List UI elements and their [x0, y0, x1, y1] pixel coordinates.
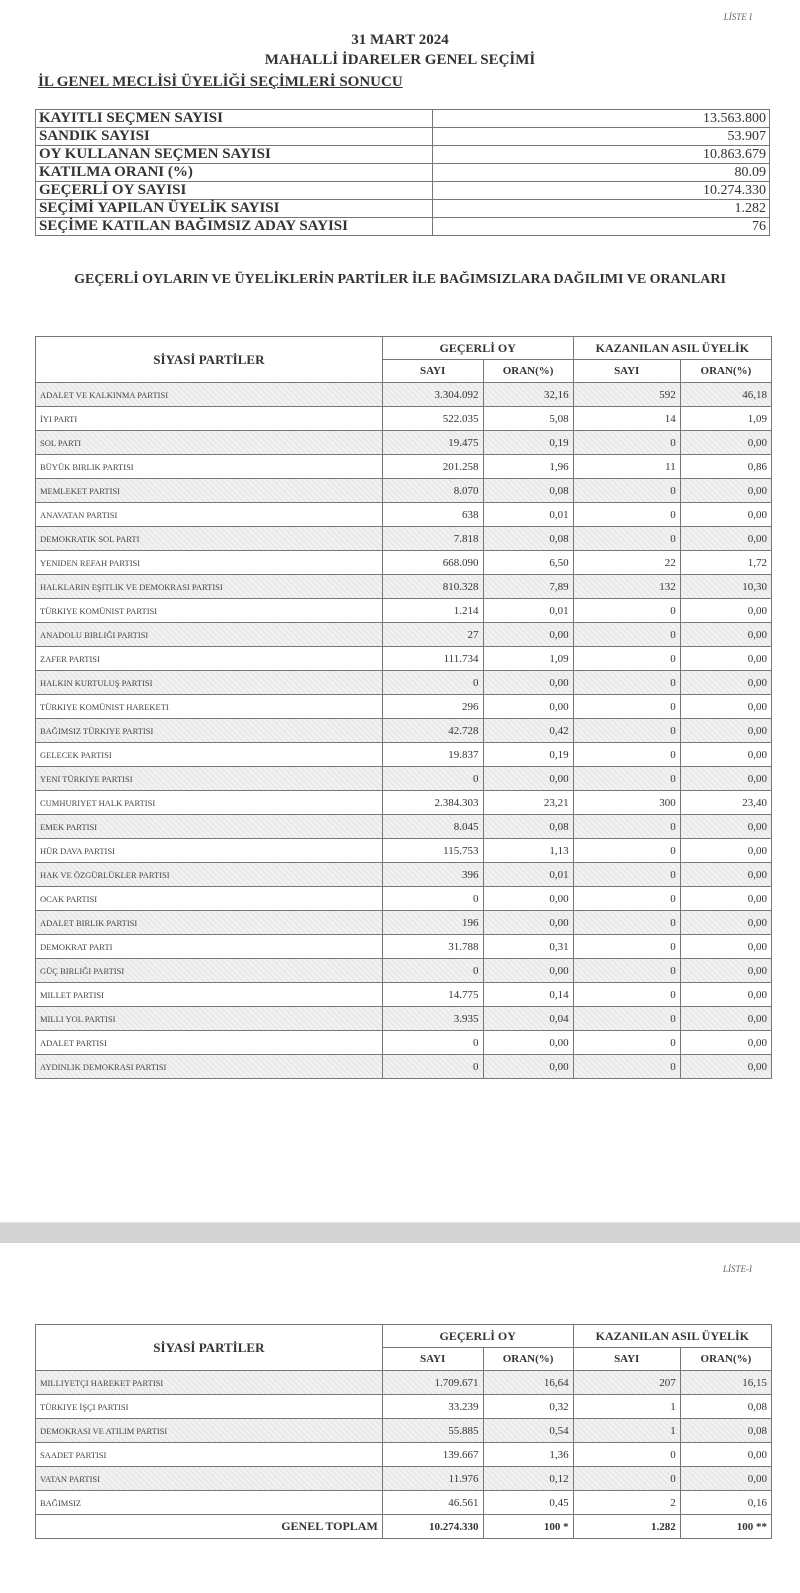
results-subtitle: İL GENEL MECLİSİ ÜYELİĞİ SEÇİMLERİ SONUCU	[38, 74, 403, 90]
vote-count: 0	[382, 887, 483, 911]
vote-count: 1.214	[382, 599, 483, 623]
vote-count: 810.328	[382, 575, 483, 599]
total-seat-pct: 100 **	[680, 1515, 771, 1539]
seat-ratio: 0,00	[680, 527, 771, 551]
vote-count: 27	[382, 623, 483, 647]
vote-ratio: 1,09	[483, 647, 573, 671]
seat-count: 0	[573, 647, 680, 671]
vote-count: 42.728	[382, 719, 483, 743]
seat-ratio: 0,16	[680, 1491, 771, 1515]
header-seat-ratio: ORAN(%)	[680, 360, 771, 383]
seat-count: 22	[573, 551, 680, 575]
seat-count: 0	[573, 839, 680, 863]
seat-count: 1	[573, 1419, 680, 1443]
party-row	[36, 383, 772, 407]
seat-count: 132	[573, 575, 680, 599]
seat-ratio: 0,00	[680, 599, 771, 623]
vote-count: 1.709.671	[382, 1371, 483, 1395]
seat-count: 11	[573, 455, 680, 479]
party-row	[36, 839, 772, 863]
header-seat-ratio: ORAN(%)	[680, 1348, 771, 1371]
vote-ratio: 0,08	[483, 527, 573, 551]
seat-ratio: 0,00	[680, 671, 771, 695]
seat-ratio: 0,86	[680, 455, 771, 479]
vote-ratio: 16,64	[483, 1371, 573, 1395]
seat-ratio: 0,00	[680, 1055, 771, 1079]
seat-ratio: 0,00	[680, 647, 771, 671]
seat-ratio: 16,15	[680, 1371, 771, 1395]
seat-ratio: 0,08	[680, 1419, 771, 1443]
seat-count: 0	[573, 1443, 680, 1467]
vote-ratio: 0,42	[483, 719, 573, 743]
party-row	[36, 983, 772, 1007]
vote-ratio: 0,12	[483, 1467, 573, 1491]
party-name: MILLI YOL PARTISI	[36, 1007, 383, 1031]
header-seats: KAZANILAN ASIL ÜYELİK	[573, 1325, 771, 1348]
summary-label: GEÇERLİ OY SAYISI	[36, 182, 433, 200]
party-name: ANADOLU BIRLIĞI PARTISI	[36, 623, 383, 647]
vote-ratio: 0,01	[483, 599, 573, 623]
list-tag: LİSTE-I	[723, 1264, 752, 1274]
party-row	[36, 1055, 772, 1079]
summary-row	[36, 200, 770, 218]
header-vote-count: SAYI	[382, 1348, 483, 1371]
seat-ratio: 0,00	[680, 431, 771, 455]
summary-label: SANDIK SAYISI	[36, 128, 433, 146]
party-row	[36, 455, 772, 479]
vote-count: 55.885	[382, 1419, 483, 1443]
summary-row	[36, 110, 770, 128]
party-row	[36, 671, 772, 695]
summary-value: 1.282	[433, 200, 770, 218]
party-name: DEMOKRATIK SOL PARTI	[36, 527, 383, 551]
party-row	[36, 1491, 772, 1515]
seat-ratio: 0,00	[680, 1007, 771, 1031]
vote-ratio: 0,19	[483, 431, 573, 455]
vote-count: 0	[382, 959, 483, 983]
header-seats: KAZANILAN ASIL ÜYELİK	[573, 337, 771, 360]
vote-count: 111.734	[382, 647, 483, 671]
vote-count: 14.775	[382, 983, 483, 1007]
vote-ratio: 0,45	[483, 1491, 573, 1515]
party-name: SAADET PARTISI	[36, 1443, 383, 1467]
party-row	[36, 575, 772, 599]
seat-ratio: 46,18	[680, 383, 771, 407]
vote-count: 3.304.092	[382, 383, 483, 407]
summary-value: 10.863.679	[433, 146, 770, 164]
party-row	[36, 1443, 772, 1467]
summary-value: 53.907	[433, 128, 770, 146]
seat-ratio: 0,00	[680, 503, 771, 527]
party-name: ADALET VE KALKINMA PARTISI	[36, 383, 383, 407]
seat-count: 0	[573, 623, 680, 647]
seat-ratio: 1,09	[680, 407, 771, 431]
party-name: TÜRKIYE KOMÜNIST HAREKETI	[36, 695, 383, 719]
seat-ratio: 0,00	[680, 1467, 771, 1491]
summary-value: 80.09	[433, 164, 770, 182]
header-seat-count: SAYI	[573, 360, 680, 383]
party-name: BAĞIMSIZ	[36, 1491, 383, 1515]
vote-ratio: 0,00	[483, 911, 573, 935]
vote-ratio: 0,00	[483, 959, 573, 983]
party-name: YENI TÜRKIYE PARTISI	[36, 767, 383, 791]
seat-count: 0	[573, 1007, 680, 1031]
party-name: TÜRKIYE İŞÇI PARTISI	[36, 1395, 383, 1419]
party-row	[36, 647, 772, 671]
party-name: DEMOKRAT PARTI	[36, 935, 383, 959]
vote-count: 0	[382, 1031, 483, 1055]
party-row	[36, 719, 772, 743]
seat-count: 0	[573, 815, 680, 839]
seat-ratio: 10,30	[680, 575, 771, 599]
seat-count: 0	[573, 767, 680, 791]
party-name: GELECEK PARTISI	[36, 743, 383, 767]
vote-count: 115.753	[382, 839, 483, 863]
summary-row	[36, 164, 770, 182]
section-title: GEÇERLİ OYLARIN VE ÜYELİKLERİN PARTİLER İLE BAĞIMSIZLARA DAĞILIMI VE ORANLARI	[74, 272, 726, 287]
party-name: MILLET PARTISI	[36, 983, 383, 1007]
party-name: BÜYÜK BIRLIK PARTISI	[36, 455, 383, 479]
seat-count: 0	[573, 863, 680, 887]
vote-ratio: 0,14	[483, 983, 573, 1007]
vote-count: 522.035	[382, 407, 483, 431]
party-row	[36, 767, 772, 791]
list-tag: LİSTE I	[723, 12, 752, 22]
seat-ratio: 0,00	[680, 767, 771, 791]
vote-ratio: 23,21	[483, 791, 573, 815]
vote-count: 31.788	[382, 935, 483, 959]
party-name: SOL PARTI	[36, 431, 383, 455]
vote-ratio: 1,13	[483, 839, 573, 863]
vote-ratio: 0,00	[483, 1055, 573, 1079]
party-name: VATAN PARTISI	[36, 1467, 383, 1491]
party-results-table	[35, 336, 772, 1079]
summary-row	[36, 218, 770, 236]
summary-value: 10.274.330	[433, 182, 770, 200]
vote-count: 396	[382, 863, 483, 887]
vote-ratio: 0,32	[483, 1395, 573, 1419]
seat-count: 14	[573, 407, 680, 431]
party-name: ADALET PARTISI	[36, 1031, 383, 1055]
vote-count: 8.045	[382, 815, 483, 839]
seat-count: 0	[573, 599, 680, 623]
seat-ratio: 0,00	[680, 935, 771, 959]
vote-ratio: 1,36	[483, 1443, 573, 1467]
party-name: OCAK PARTISI	[36, 887, 383, 911]
party-name: DEMOKRASI VE ATILIM PARTISI	[36, 1419, 383, 1443]
summary-label: SEÇİMİ YAPILAN ÜYELİK SAYISI	[36, 200, 433, 218]
vote-ratio: 0,31	[483, 935, 573, 959]
summary-label: SEÇİME KATILAN BAĞIMSIZ ADAY SAYISI	[36, 218, 433, 236]
header-vote-count: SAYI	[382, 360, 483, 383]
summary-row	[36, 182, 770, 200]
total-row	[36, 1515, 772, 1539]
header-party: SİYASİ PARTİLER	[36, 1325, 383, 1371]
summary-value: 13.563.800	[433, 110, 770, 128]
seat-ratio: 0,00	[680, 719, 771, 743]
vote-ratio: 0,08	[483, 815, 573, 839]
summary-label: KAYITLI SEÇMEN SAYISI	[36, 110, 433, 128]
seat-ratio: 0,00	[680, 743, 771, 767]
seat-ratio: 0,00	[680, 959, 771, 983]
vote-ratio: 0,08	[483, 479, 573, 503]
vote-count: 0	[382, 1055, 483, 1079]
party-row	[36, 1031, 772, 1055]
seat-ratio: 0,00	[680, 983, 771, 1007]
seat-ratio: 0,00	[680, 887, 771, 911]
party-row	[36, 1371, 772, 1395]
seat-count: 0	[573, 695, 680, 719]
seat-count: 0	[573, 671, 680, 695]
vote-count: 139.667	[382, 1443, 483, 1467]
total-votes: 10.274.330	[382, 1515, 483, 1539]
vote-ratio: 0,04	[483, 1007, 573, 1031]
vote-ratio: 0,00	[483, 767, 573, 791]
seat-ratio: 0,00	[680, 863, 771, 887]
vote-ratio: 0,54	[483, 1419, 573, 1443]
vote-count: 11.976	[382, 1467, 483, 1491]
date-title: 31 MART 2024	[351, 32, 449, 48]
seat-count: 592	[573, 383, 680, 407]
party-name: HALKLARIN EŞITLIK VE DEMOKRASI PARTISI	[36, 575, 383, 599]
seat-count: 300	[573, 791, 680, 815]
summary-row	[36, 128, 770, 146]
party-row	[36, 1467, 772, 1491]
vote-count: 196	[382, 911, 483, 935]
seat-count: 0	[573, 911, 680, 935]
party-row	[36, 695, 772, 719]
party-name: YENIDEN REFAH PARTISI	[36, 551, 383, 575]
header-seat-count: SAYI	[573, 1348, 680, 1371]
vote-ratio: 0,19	[483, 743, 573, 767]
seat-count: 0	[573, 935, 680, 959]
vote-count: 0	[382, 671, 483, 695]
seat-count: 0	[573, 1467, 680, 1491]
vote-count: 296	[382, 695, 483, 719]
total-vote-pct: 100 *	[483, 1515, 573, 1539]
summary-value: 76	[433, 218, 770, 236]
seat-ratio: 0,00	[680, 1443, 771, 1467]
party-name: EMEK PARTISI	[36, 815, 383, 839]
seat-ratio: 0,00	[680, 695, 771, 719]
party-row	[36, 887, 772, 911]
header-valid-votes: GEÇERLİ OY	[382, 1325, 573, 1348]
seat-count: 207	[573, 1371, 680, 1395]
party-name: ADALET BIRLIK PARTISI	[36, 911, 383, 935]
seat-count: 0	[573, 1031, 680, 1055]
seat-count: 0	[573, 479, 680, 503]
seat-ratio: 0,00	[680, 911, 771, 935]
party-row	[36, 551, 772, 575]
party-row	[36, 599, 772, 623]
party-name: AYDINLIK DEMOKRASI PARTISI	[36, 1055, 383, 1079]
party-row	[36, 959, 772, 983]
header-valid-votes: GEÇERLİ OY	[382, 337, 573, 360]
party-row	[36, 527, 772, 551]
vote-ratio: 6,50	[483, 551, 573, 575]
party-name: ZAFER PARTISI	[36, 647, 383, 671]
seat-ratio: 1,72	[680, 551, 771, 575]
document-page-2	[0, 1243, 800, 1593]
seat-count: 0	[573, 959, 680, 983]
election-title: MAHALLİ İDARELER GENEL SEÇİMİ	[264, 52, 536, 68]
seat-count: 0	[573, 887, 680, 911]
vote-count: 668.090	[382, 551, 483, 575]
party-row	[36, 431, 772, 455]
seat-ratio: 0,00	[680, 623, 771, 647]
vote-ratio: 0,00	[483, 695, 573, 719]
seat-ratio: 0,00	[680, 479, 771, 503]
seat-count: 0	[573, 983, 680, 1007]
vote-ratio: 7,89	[483, 575, 573, 599]
seat-ratio: 0,00	[680, 839, 771, 863]
party-name: HÜR DAVA PARTISI	[36, 839, 383, 863]
party-row	[36, 407, 772, 431]
summary-table	[35, 109, 770, 236]
vote-ratio: 0,00	[483, 671, 573, 695]
seat-ratio: 0,00	[680, 1031, 771, 1055]
vote-ratio: 1,96	[483, 455, 573, 479]
seat-count: 0	[573, 527, 680, 551]
party-row	[36, 863, 772, 887]
vote-ratio: 0,01	[483, 503, 573, 527]
party-row	[36, 791, 772, 815]
seat-count: 0	[573, 743, 680, 767]
total-label: GENEL TOPLAM	[36, 1515, 383, 1539]
vote-ratio: 0,00	[483, 1031, 573, 1055]
vote-count: 3.935	[382, 1007, 483, 1031]
seat-count: 0	[573, 503, 680, 527]
vote-count: 19.837	[382, 743, 483, 767]
vote-count: 0	[382, 767, 483, 791]
vote-ratio: 0,01	[483, 863, 573, 887]
seat-count: 2	[573, 1491, 680, 1515]
party-name: MEMLEKET PARTISI	[36, 479, 383, 503]
total-seats: 1.282	[573, 1515, 680, 1539]
header-party: SİYASİ PARTİLER	[36, 337, 383, 383]
party-name: ANAVATAN PARTISI	[36, 503, 383, 527]
party-name: HALKIN KURTULUŞ PARTISI	[36, 671, 383, 695]
party-row	[36, 623, 772, 647]
summary-label: OY KULLANAN SEÇMEN SAYISI	[36, 146, 433, 164]
summary-label: KATILMA ORANI (%)	[36, 164, 433, 182]
party-row	[36, 1007, 772, 1031]
seat-ratio: 23,40	[680, 791, 771, 815]
seat-count: 0	[573, 431, 680, 455]
party-name: HAK VE ÖZGÜRLÜKLER PARTISI	[36, 863, 383, 887]
seat-count: 0	[573, 719, 680, 743]
vote-ratio: 0,00	[483, 623, 573, 647]
party-name: CUMHURIYET HALK PARTISI	[36, 791, 383, 815]
party-row	[36, 479, 772, 503]
vote-count: 2.384.303	[382, 791, 483, 815]
party-row	[36, 503, 772, 527]
party-name: İYI PARTI	[36, 407, 383, 431]
party-results-table-continued	[35, 1324, 772, 1539]
seat-ratio: 0,00	[680, 815, 771, 839]
vote-count: 638	[382, 503, 483, 527]
party-row	[36, 815, 772, 839]
seat-count: 0	[573, 1055, 680, 1079]
vote-count: 201.258	[382, 455, 483, 479]
party-row	[36, 1419, 772, 1443]
party-row	[36, 935, 772, 959]
seat-ratio: 0,08	[680, 1395, 771, 1419]
vote-count: 33.239	[382, 1395, 483, 1419]
header-vote-ratio: ORAN(%)	[483, 360, 573, 383]
vote-ratio: 32,16	[483, 383, 573, 407]
party-name: BAĞIMSIZ TÜRKIYE PARTISI	[36, 719, 383, 743]
party-row	[36, 1395, 772, 1419]
vote-count: 7.818	[382, 527, 483, 551]
seat-count: 1	[573, 1395, 680, 1419]
vote-count: 46.561	[382, 1491, 483, 1515]
vote-ratio: 5,08	[483, 407, 573, 431]
party-name: GÜÇ BIRLIĞI PARTISI	[36, 959, 383, 983]
party-row	[36, 743, 772, 767]
page-separator	[0, 1222, 800, 1244]
vote-ratio: 0,00	[483, 887, 573, 911]
party-name: MILLIYETÇI HAREKET PARTISI	[36, 1371, 383, 1395]
vote-count: 8.070	[382, 479, 483, 503]
header-vote-ratio: ORAN(%)	[483, 1348, 573, 1371]
summary-row	[36, 146, 770, 164]
vote-count: 19.475	[382, 431, 483, 455]
party-row	[36, 911, 772, 935]
party-name: TÜRKIYE KOMÜNIST PARTISI	[36, 599, 383, 623]
